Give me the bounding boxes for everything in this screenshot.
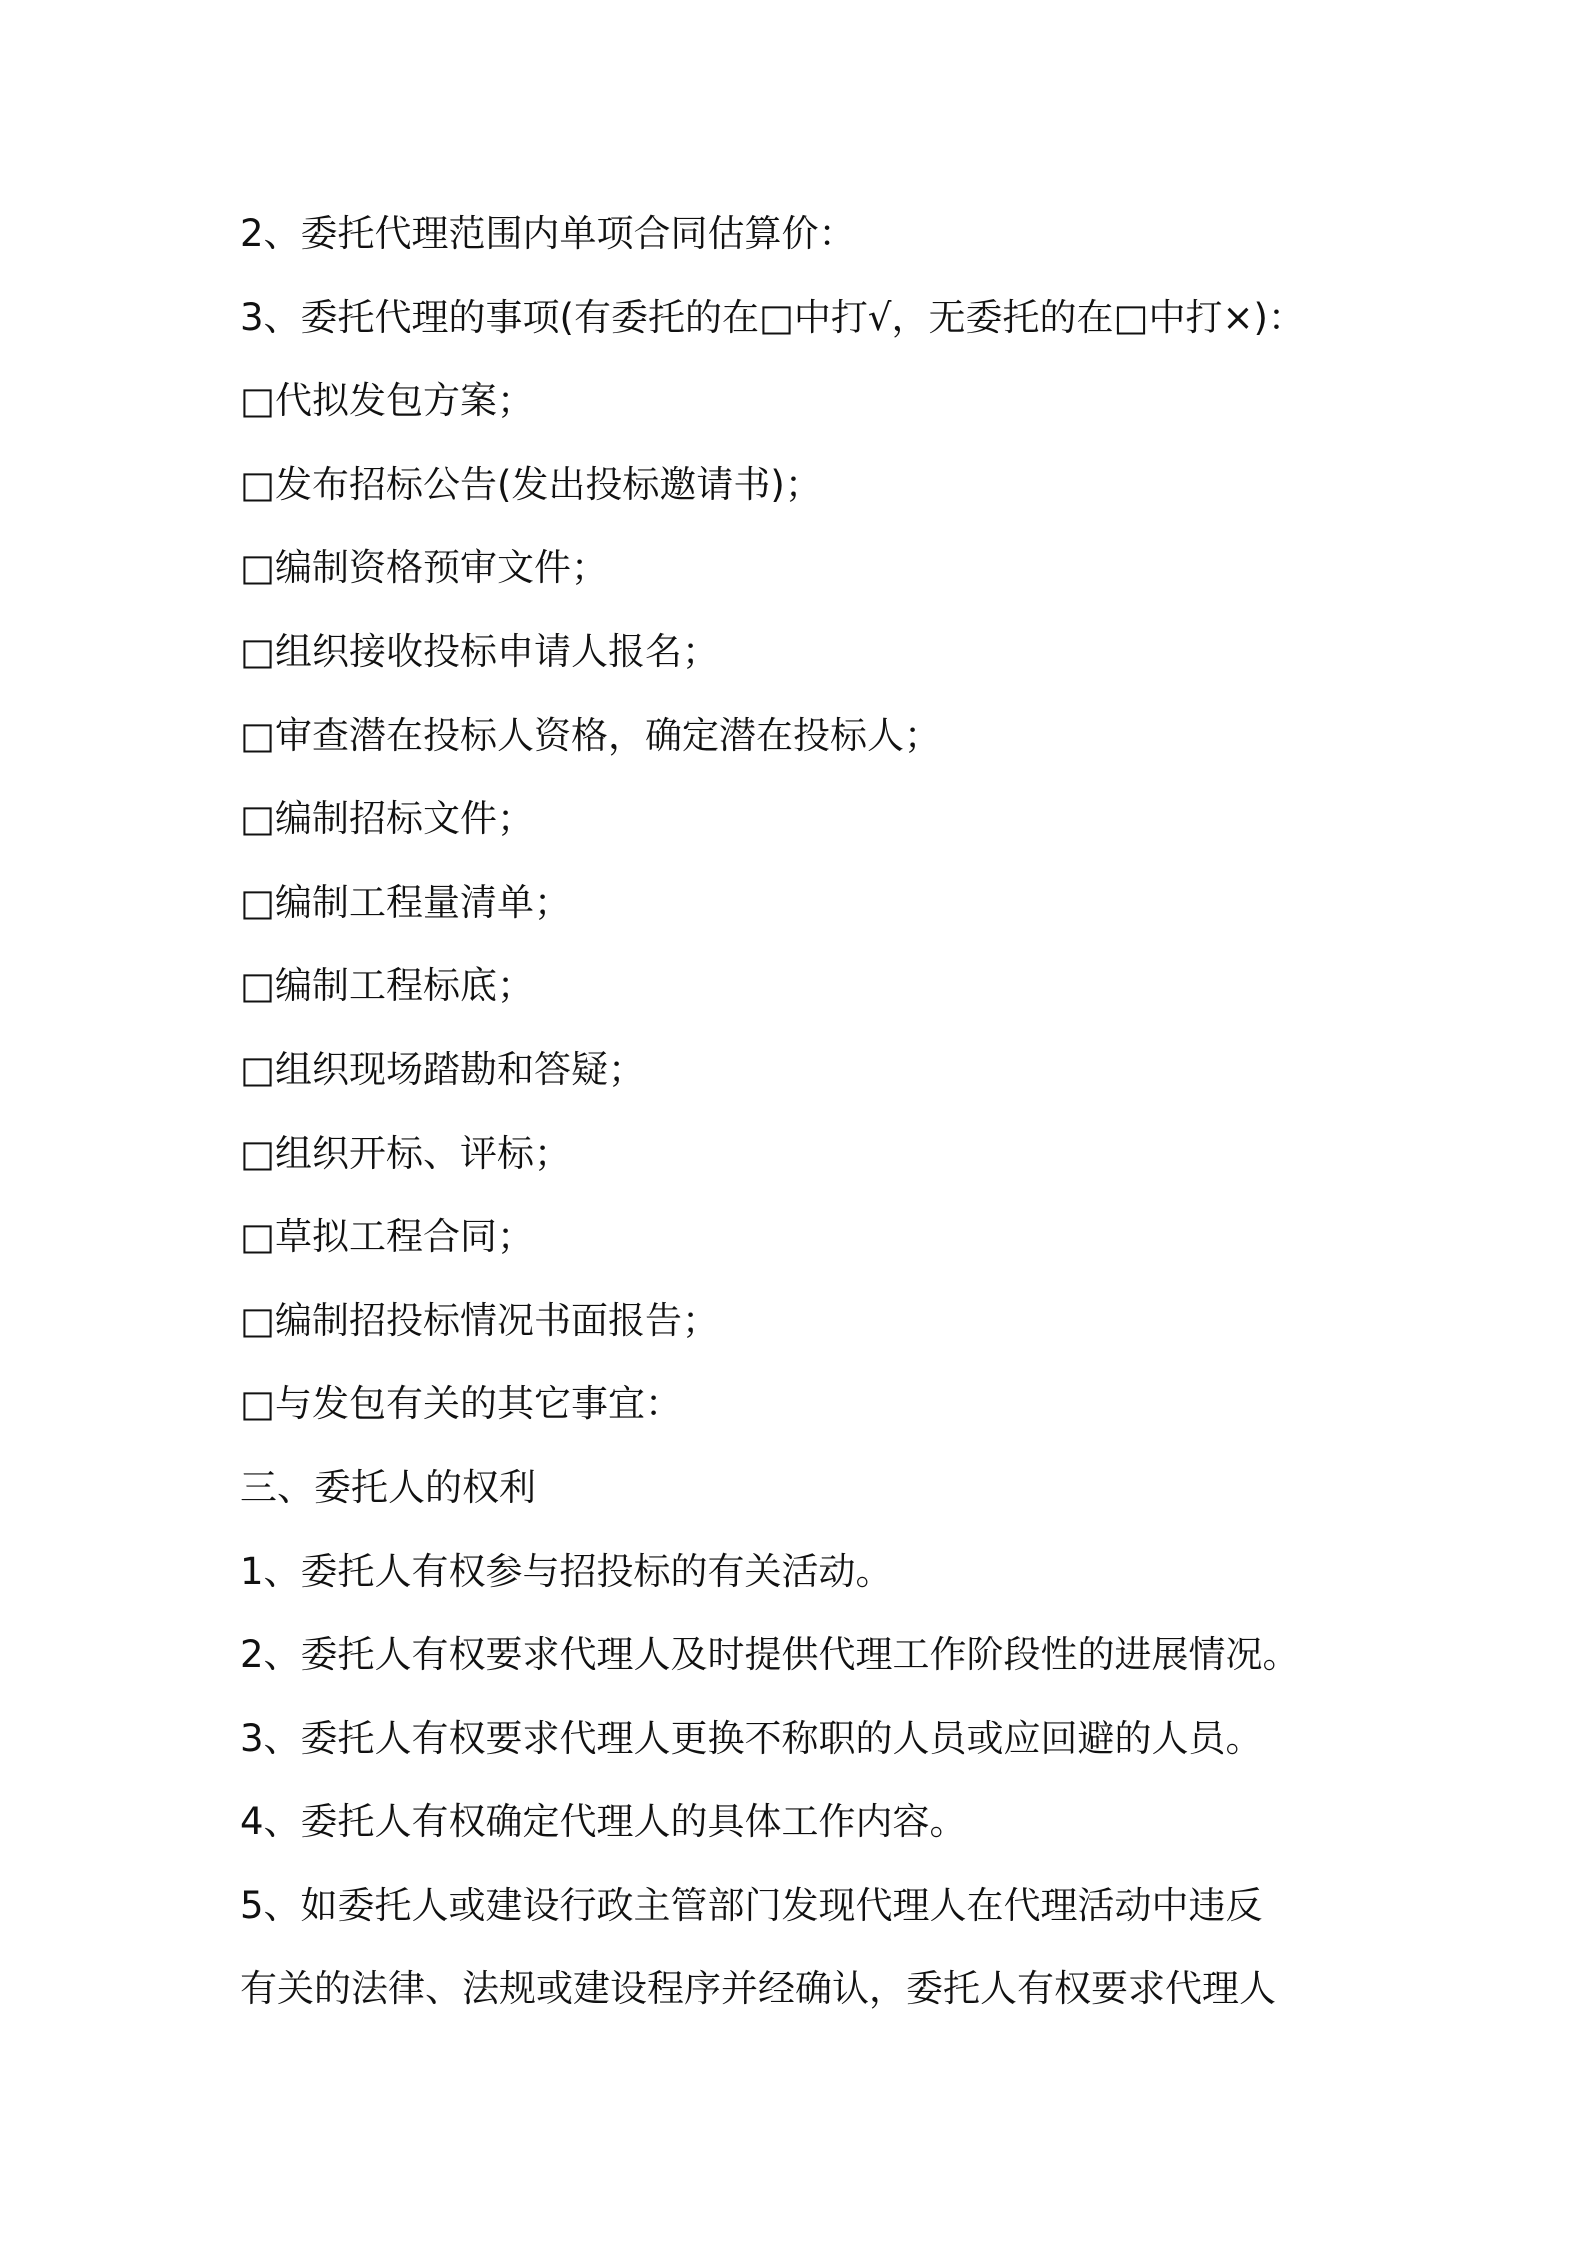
checkbox-item-tender-notice: □发布招标公告(发出投标邀请书)；: [240, 462, 822, 506]
section-heading-client-rights: 三、委托人的权利: [240, 1465, 536, 1509]
right-item-5-line-2: 有关的法律、法规或建设程序并经确认，委托人有权要求代理人: [240, 1967, 1276, 2011]
checkbox-item-written-report: □编制招投标情况书面报告；: [240, 1298, 719, 1342]
right-item-3: 3、委托人有权要求代理人更换不称职的人员或应回避的人员。: [240, 1716, 1263, 1760]
right-item-2: 2、委托人有权要求代理人及时提供代理工作阶段性的进展情况。: [240, 1633, 1300, 1677]
checkbox-item-base-price: □编制工程标底；: [240, 964, 534, 1008]
checkbox-item-draft-plan: □代拟发包方案；: [240, 379, 534, 423]
checkbox-item-tender-docs: □编制招标文件；: [240, 797, 534, 841]
checkbox-item-site-survey: □组织现场踏勘和答疑；: [240, 1047, 645, 1091]
checkbox-item-bidder-review: □审查潜在投标人资格，确定潜在投标人；: [240, 713, 941, 757]
document-body: [240, 192, 1390, 2031]
checkbox-item-prequalification: □编制资格预审文件；: [240, 546, 608, 590]
right-item-4: 4、委托人有权确定代理人的具体工作内容。: [240, 1800, 967, 1844]
checkbox-item-registration: □组织接收投标申请人报名；: [240, 629, 719, 673]
checkbox-item-bid-opening: □组织开标、评标；: [240, 1131, 571, 1175]
item-3-entrusted-matters: 3、委托代理的事项(有委托的在□中打√，无委托的在□中打×)：: [240, 295, 1305, 339]
right-item-5-line-1: 5、如委托人或建设行政主管部门发现代理人在代理活动中违反: [240, 1883, 1263, 1927]
checkbox-item-draft-contract: □草拟工程合同；: [240, 1215, 534, 1259]
right-item-1: 1、委托人有权参与招投标的有关活动。: [240, 1549, 893, 1593]
checkbox-item-other-matters: □与发包有关的其它事宜：: [240, 1382, 682, 1426]
item-2-estimated-price: 2、委托代理范围内单项合同估算价：: [240, 212, 856, 255]
checkbox-item-quantity-list: □编制工程量清单；: [240, 880, 571, 924]
